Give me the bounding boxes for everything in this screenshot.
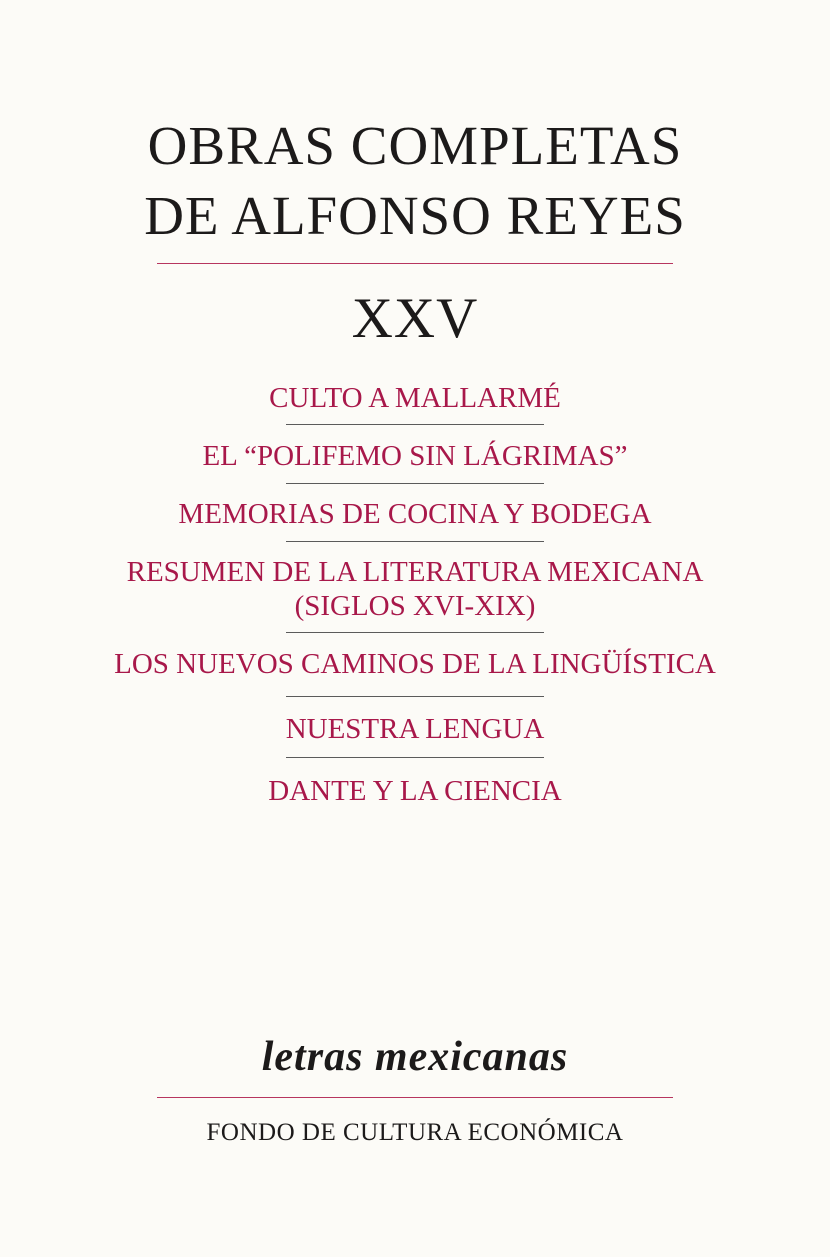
work-title-memorias-de-cocina: MEMORIAS DE COCINA Y BODEGA: [178, 498, 652, 530]
work-title-resumen-literatura: RESUMEN DE LA LITERATURA MEXICANA: [126, 556, 704, 588]
work-title-culto-a-mallarme: CULTO A MALLARMÉ: [269, 382, 561, 414]
contents-separator: [286, 632, 544, 633]
work-title-resumen-literatura-subtitle: (SIGLOS XVI-XIX): [294, 590, 536, 622]
contents-separator: [286, 541, 544, 542]
bottom-rule: [157, 1097, 673, 1098]
publisher-name: FONDO DE CULTURA ECONÓMICA: [206, 1119, 624, 1146]
work-title-polifemo: EL “POLIFEMO SIN LÁGRIMAS”: [202, 440, 628, 472]
contents-separator: [286, 757, 544, 758]
contents-separator: [286, 424, 544, 425]
volume-number: XXV: [351, 287, 479, 350]
work-title-nuestra-lengua: NUESTRA LENGUA: [285, 713, 545, 745]
contents-separator: [286, 483, 544, 484]
work-title-nuevos-caminos: LOS NUEVOS CAMINOS DE LA LINGÜÍSTICA: [114, 648, 716, 680]
contents-separator: [286, 696, 544, 697]
series-title-line-1: OBRAS COMPLETAS: [147, 115, 683, 176]
series-title-line-2: DE ALFONSO REYES: [144, 185, 686, 246]
work-title-dante: DANTE Y LA CIENCIA: [268, 775, 562, 807]
collection-name: letras mexicanas: [261, 1034, 569, 1080]
top-rule: [157, 263, 673, 264]
